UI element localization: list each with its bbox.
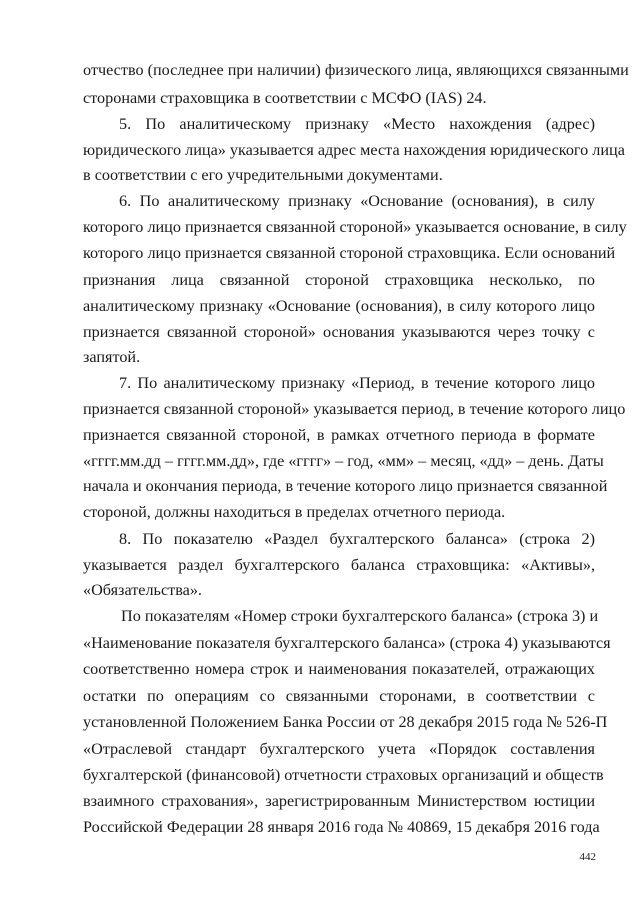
text-line: бухгалтерской (финансовой) отчетности страховых организаций и обществ	[83, 766, 604, 784]
text-line: соответственно номера строк и наименования показателей, отражающих	[83, 660, 595, 678]
text-line: в соответствии с его учредительными документами.	[83, 166, 443, 184]
text-line: сторонами страховщика в соответствии с МСФО (IAS) 24.	[83, 89, 487, 107]
text-line: признается связанной стороной, в рамках отчетного периода в формате	[83, 426, 595, 444]
text-line: юридического лица» указывается адрес места нахождения юридического лица	[83, 141, 625, 159]
text-line: Российской Федерации 28 января 2016 года № 40869, 15 декабря 2016 года	[83, 818, 600, 836]
paragraph-9-first-line: По показателям «Номер строки бухгалтерского баланса» (строка 3) и	[121, 607, 599, 625]
paragraph-6-first-line: 6. По аналитическому признаку «Основание (основания), в силу	[119, 192, 595, 210]
text-line: взаимного страхования», зарегистрированным Министерством юстиции	[83, 792, 595, 810]
paragraph-7-first-line: 7. По аналитическому признаку «Период, в течение которого лицо	[119, 374, 595, 392]
paragraph-5-first-line: 5. По аналитическому признаку «Место нахождения (адрес)	[119, 115, 595, 133]
text-line: остатки по операциям со связанными сторонами, в соответствии с	[83, 687, 595, 705]
page-number: 442	[579, 851, 596, 863]
text-line: начала и окончания периода, в течение которого лицо признается связанной	[83, 477, 608, 495]
text-line: стороной, должны находиться в пределах отчетного периода.	[83, 503, 506, 521]
text-line: «гггг.мм.дд – гггг.мм.дд», где «гггг» – год, «мм» – месяц, «дд» – день. Даты	[83, 452, 604, 470]
text-line: «Наименование показателя бухгалтерского баланса» (строка 4) указываются	[83, 634, 611, 652]
text-line: указывается раздел бухгалтерского баланса страховщика: «Активы»,	[83, 556, 595, 574]
paragraph-8-first-line: 8. По показателю «Раздел бухгалтерского баланса» (строка 2)	[119, 530, 595, 548]
text-line: признается связанной стороной» указывается период, в течение которого лицо	[83, 400, 626, 418]
text-line: признания лица связанной стороной страховщика несколько, по	[83, 271, 595, 289]
text-line: «Отраслевой стандарт бухгалтерского учета «Порядок составления	[83, 740, 595, 758]
text-line: признается связанной стороной» основания указываются через точку с	[83, 323, 595, 341]
text-line: которого лицо признается связанной стороной» указывается основание, в силу	[83, 218, 627, 236]
text-line: установленной Положением Банка России от 28 декабря 2015 года № 526-П	[83, 713, 608, 731]
text-line: «Обязательства».	[83, 581, 202, 599]
text-line: которого лицо признается связанной стороной страховщика. Если оснований	[83, 244, 616, 262]
text-line: запятой.	[83, 348, 141, 366]
text-line: отчество (последнее при наличии) физического лица, являющихся связанными	[83, 61, 629, 79]
text-line: аналитическому признаку «Основание (основания), в силу которого лицо	[83, 297, 595, 315]
